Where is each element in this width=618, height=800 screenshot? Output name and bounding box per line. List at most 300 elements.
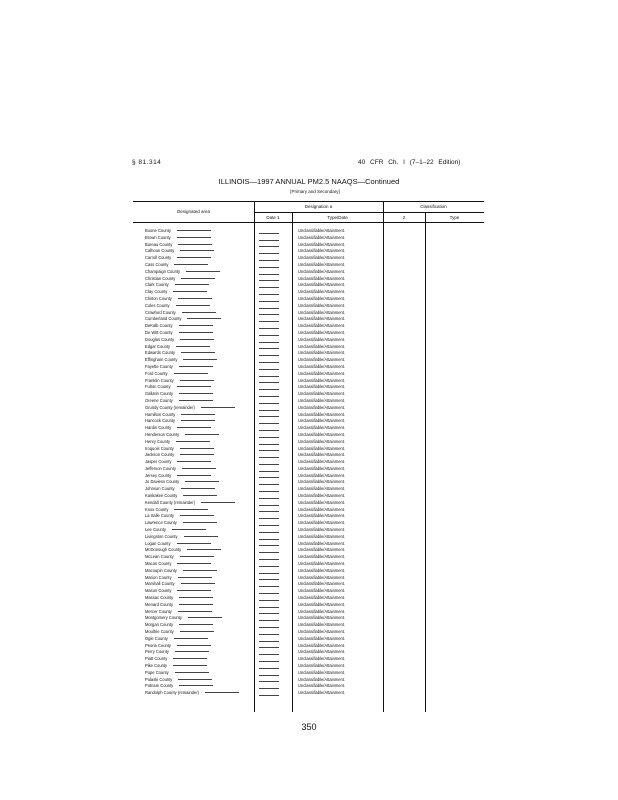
leader-line bbox=[181, 352, 215, 353]
table-row bbox=[133, 391, 484, 398]
area-name: Franklin County bbox=[145, 377, 174, 383]
leader-line bbox=[179, 393, 213, 394]
area-name: Effingham County bbox=[145, 357, 178, 363]
area-name: Jackson County bbox=[145, 452, 175, 458]
designation-type-cell: Unclassifiable/Attainment. bbox=[298, 302, 346, 308]
designation-type-cell: Unclassifiable/Attainment. bbox=[298, 513, 346, 519]
designated-area-cell bbox=[145, 507, 208, 514]
designated-area-cell bbox=[145, 316, 221, 323]
date-blank bbox=[259, 573, 279, 574]
date-blank bbox=[259, 695, 279, 696]
leader-line bbox=[205, 692, 239, 693]
table-row bbox=[133, 248, 484, 255]
leader-line bbox=[172, 529, 206, 530]
leader-line bbox=[183, 495, 217, 496]
table-row bbox=[133, 255, 484, 262]
table-row bbox=[133, 541, 484, 548]
area-name: Hamilton County bbox=[145, 411, 176, 417]
designated-area-cell bbox=[145, 615, 222, 622]
designation-type-cell: Unclassifiable/Attainment. bbox=[298, 608, 346, 614]
designation-type-cell: Unclassifiable/Attainment. bbox=[298, 384, 346, 390]
table-row bbox=[133, 276, 484, 283]
table-row bbox=[133, 493, 484, 500]
leader-line bbox=[180, 380, 214, 381]
table-row bbox=[133, 371, 484, 378]
area-name: Gallatin County bbox=[145, 391, 173, 397]
leader-line bbox=[173, 291, 207, 292]
designation-type-cell: Unclassifiable/Attainment. bbox=[298, 241, 346, 247]
area-name: DeKalb County bbox=[145, 323, 173, 329]
table-row bbox=[133, 439, 484, 446]
designation-type-cell: Unclassifiable/Attainment. bbox=[298, 289, 346, 295]
table-row bbox=[133, 262, 484, 269]
date-blank bbox=[259, 430, 279, 431]
leader-line bbox=[177, 237, 211, 238]
designated-area-cell bbox=[145, 405, 235, 412]
leader-line bbox=[176, 441, 210, 442]
leader-line bbox=[178, 298, 212, 299]
date-blank bbox=[259, 382, 279, 383]
table-row bbox=[133, 534, 484, 541]
designation-type-cell: Unclassifiable/Attainment. bbox=[298, 533, 346, 539]
table-row bbox=[133, 500, 484, 507]
table-row bbox=[133, 473, 484, 480]
designated-area-cell bbox=[145, 473, 211, 480]
table-row bbox=[133, 446, 484, 453]
area-name: Hardin County bbox=[145, 425, 172, 431]
table-row bbox=[133, 425, 484, 432]
designation-type-cell: Unclassifiable/Attainment. bbox=[298, 567, 346, 573]
leader-line bbox=[185, 434, 219, 435]
leader-line bbox=[185, 481, 219, 482]
designation-type-cell: Unclassifiable/Attainment. bbox=[298, 438, 346, 444]
table-row bbox=[133, 581, 484, 588]
header-type: Type bbox=[449, 215, 460, 220]
designated-area-cell bbox=[145, 296, 212, 303]
designated-area-cell bbox=[145, 439, 210, 446]
leader-line bbox=[201, 407, 235, 408]
header-bottom-rule bbox=[133, 222, 484, 223]
designated-area-cell bbox=[145, 384, 211, 391]
date-blank bbox=[259, 376, 279, 377]
designated-area-cell bbox=[145, 412, 215, 419]
designated-area-cell bbox=[145, 276, 215, 283]
designated-area-cell bbox=[145, 398, 213, 405]
designation-type-cell: Unclassifiable/Attainment. bbox=[298, 309, 346, 315]
designation-type-cell: Unclassifiable/Attainment. bbox=[298, 629, 346, 635]
leader-line bbox=[183, 570, 217, 571]
area-name: Randolph County (remainder) bbox=[145, 690, 199, 696]
area-name: Putnam County bbox=[145, 683, 174, 689]
date-blank bbox=[259, 647, 279, 648]
designated-area-cell bbox=[145, 452, 214, 459]
leader-line bbox=[181, 583, 215, 584]
designation-type-cell: Unclassifiable/Attainment. bbox=[298, 323, 346, 329]
table-row bbox=[133, 398, 484, 405]
leader-line bbox=[175, 284, 209, 285]
date-blank bbox=[259, 274, 279, 275]
leader-line bbox=[177, 461, 211, 462]
area-name: Logan County bbox=[145, 540, 171, 546]
table-row bbox=[133, 615, 484, 622]
designated-area-cell bbox=[145, 547, 221, 554]
leader-line bbox=[179, 325, 213, 326]
date-blank bbox=[259, 369, 279, 370]
leader-line bbox=[174, 264, 208, 265]
table-row bbox=[133, 235, 484, 242]
designation-type-cell: Unclassifiable/Attainment. bbox=[298, 547, 346, 553]
date-blank bbox=[259, 416, 279, 417]
designated-area-cell bbox=[145, 425, 211, 432]
designation-type-cell: Unclassifiable/Attainment. bbox=[298, 683, 346, 689]
leader-line bbox=[176, 305, 210, 306]
designated-area-cell bbox=[145, 649, 209, 656]
leader-line bbox=[181, 414, 215, 415]
area-name: Jefferson County bbox=[145, 465, 176, 471]
table-row bbox=[133, 575, 484, 582]
table-row bbox=[133, 479, 484, 486]
leader-line bbox=[179, 400, 213, 401]
area-name: Marion County bbox=[145, 574, 172, 580]
area-name: Macon County bbox=[145, 561, 172, 567]
table-row bbox=[133, 296, 484, 303]
table-row bbox=[133, 629, 484, 636]
designated-area-cell bbox=[145, 513, 214, 520]
table-row bbox=[133, 269, 484, 276]
date-blank bbox=[259, 477, 279, 478]
date-blank bbox=[259, 240, 279, 241]
designated-area-cell bbox=[145, 303, 210, 310]
table-row bbox=[133, 507, 484, 514]
area-name: Crawford County bbox=[145, 309, 176, 315]
designated-area-cell bbox=[145, 595, 213, 602]
designation-type-cell: Unclassifiable/Attainment. bbox=[298, 690, 346, 696]
table-top-rule bbox=[133, 201, 484, 202]
area-name: Mason County bbox=[145, 588, 172, 594]
area-name: Douglas County bbox=[145, 336, 175, 342]
leader-line bbox=[179, 624, 213, 625]
area-name: Henry County bbox=[145, 438, 171, 444]
date-blank bbox=[259, 505, 279, 506]
date-blank bbox=[259, 545, 279, 546]
table-row bbox=[133, 561, 484, 568]
designation-type-cell: Unclassifiable/Attainment. bbox=[298, 295, 346, 301]
area-name: Henderson County bbox=[145, 431, 180, 437]
date-blank bbox=[259, 620, 279, 621]
date-blank bbox=[259, 396, 279, 397]
leader-line bbox=[184, 536, 218, 537]
area-name: La Salle County bbox=[145, 513, 174, 519]
designation-type-cell: Unclassifiable/Attainment. bbox=[298, 431, 346, 437]
leader-line bbox=[176, 346, 210, 347]
designation-type-cell: Unclassifiable/Attainment. bbox=[298, 459, 346, 465]
area-name: Fulton County bbox=[145, 384, 171, 390]
table-row bbox=[133, 242, 484, 249]
designated-area-cell bbox=[145, 391, 213, 398]
date-blank bbox=[259, 668, 279, 669]
leader-line bbox=[179, 366, 213, 367]
leader-line bbox=[187, 549, 221, 550]
date-blank bbox=[259, 471, 279, 472]
table-row bbox=[133, 595, 484, 602]
table-row bbox=[133, 636, 484, 643]
designation-type-cell: Unclassifiable/Attainment. bbox=[298, 418, 346, 424]
table-row bbox=[133, 547, 484, 554]
designation-type-cell: Unclassifiable/Attainment. bbox=[298, 601, 346, 607]
designated-area-cell bbox=[145, 357, 217, 364]
running-head: 40 CFR Ch. I (7–1–22 Edition) bbox=[358, 159, 461, 166]
area-name: De Witt County bbox=[145, 329, 173, 335]
designated-area-cell bbox=[145, 677, 212, 684]
leader-line bbox=[177, 543, 211, 544]
leader-line bbox=[180, 250, 214, 251]
designation-type-cell: Unclassifiable/Attainment. bbox=[298, 268, 346, 274]
designation-type-cell: Unclassifiable/Attainment. bbox=[298, 561, 346, 567]
date-blank bbox=[259, 233, 279, 234]
date-blank bbox=[259, 287, 279, 288]
table-row bbox=[133, 350, 484, 357]
designation-type-cell: Unclassifiable/Attainment. bbox=[298, 649, 346, 655]
designated-area-cell bbox=[145, 581, 215, 588]
leader-line bbox=[187, 318, 221, 319]
leader-line bbox=[181, 278, 215, 279]
designated-area-cell bbox=[145, 337, 214, 344]
designated-area-cell bbox=[145, 527, 206, 534]
designated-area-cell bbox=[145, 364, 213, 371]
designated-area-cell bbox=[145, 242, 212, 249]
leader-line bbox=[177, 257, 211, 258]
leader-line bbox=[180, 448, 214, 449]
designation-type-cell: Unclassifiable/Attainment. bbox=[298, 425, 346, 431]
area-name: Moultrie County bbox=[145, 629, 174, 635]
table-row bbox=[133, 344, 484, 351]
area-name: Clark County bbox=[145, 282, 169, 288]
designation-type-cell: Unclassifiable/Attainment. bbox=[298, 499, 346, 505]
area-name: Brown County bbox=[145, 234, 171, 240]
table-title: ILLINOIS—1997 ANNUAL PM2.5 NAAQS—Continued bbox=[218, 177, 400, 186]
designation-type-cell: Unclassifiable/Attainment. bbox=[298, 357, 346, 363]
date-blank bbox=[259, 532, 279, 533]
header-divider bbox=[254, 212, 484, 213]
area-name: Jo Daviess County bbox=[145, 479, 180, 485]
designation-type-cell: Unclassifiable/Attainment. bbox=[298, 228, 346, 233]
area-name: Marshall County bbox=[145, 581, 175, 587]
date-blank bbox=[259, 457, 279, 458]
header-class-date: 2 bbox=[402, 215, 406, 220]
designation-type-cell: Unclassifiable/Attainment. bbox=[298, 261, 346, 267]
table-row bbox=[133, 466, 484, 473]
designation-type-cell: Unclassifiable/Attainment. bbox=[298, 370, 346, 376]
designated-area-cell bbox=[145, 248, 214, 255]
table-row bbox=[133, 337, 484, 344]
leader-line bbox=[177, 230, 211, 231]
designated-area-cell bbox=[145, 255, 211, 262]
leader-line bbox=[173, 658, 207, 659]
leader-line bbox=[177, 645, 211, 646]
table-row bbox=[133, 452, 484, 459]
designated-area-cell bbox=[145, 235, 211, 242]
table-row bbox=[133, 486, 484, 493]
designation-type-cell: Unclassifiable/Attainment. bbox=[298, 255, 346, 261]
area-name: Mercer County bbox=[145, 608, 172, 614]
area-name: Fayette County bbox=[145, 363, 173, 369]
area-name: Clay County bbox=[145, 289, 168, 295]
date-blank bbox=[259, 586, 279, 587]
table-row bbox=[133, 513, 484, 520]
designation-type-cell: Unclassifiable/Attainment. bbox=[298, 574, 346, 580]
designation-type-cell: Unclassifiable/Attainment. bbox=[298, 343, 346, 349]
page-number: 350 bbox=[301, 722, 317, 732]
date-blank bbox=[259, 342, 279, 343]
area-name: Kankakee County bbox=[145, 493, 178, 499]
designated-area-cell bbox=[145, 609, 212, 616]
designation-type-cell: Unclassifiable/Attainment. bbox=[298, 411, 346, 417]
designated-area-cell bbox=[145, 568, 217, 575]
designated-area-cell bbox=[145, 534, 218, 541]
table-body bbox=[133, 228, 484, 697]
header-designated-area: Designated area bbox=[176, 209, 211, 214]
date-blank bbox=[259, 579, 279, 580]
date-blank bbox=[259, 437, 279, 438]
date-blank bbox=[259, 675, 279, 676]
designated-area-cell bbox=[145, 418, 215, 425]
area-name: Livingston County bbox=[145, 533, 178, 539]
designated-area-cell bbox=[145, 378, 214, 385]
designated-area-cell bbox=[145, 636, 208, 643]
table-row bbox=[133, 412, 484, 419]
date-blank bbox=[259, 525, 279, 526]
table-row bbox=[133, 663, 484, 670]
designation-type-cell: Unclassifiable/Attainment. bbox=[298, 622, 346, 628]
date-blank bbox=[259, 308, 279, 309]
date-blank bbox=[259, 641, 279, 642]
area-name: Grundy County (remainder) bbox=[145, 404, 195, 410]
leader-line bbox=[179, 597, 213, 598]
designated-area-cell bbox=[145, 289, 207, 296]
table-row bbox=[133, 364, 484, 371]
leader-line bbox=[179, 604, 213, 605]
leader-line bbox=[179, 685, 213, 686]
area-name: Peoria County bbox=[145, 642, 171, 648]
designated-area-cell bbox=[145, 269, 220, 276]
date-blank bbox=[259, 246, 279, 247]
designation-type-cell: Unclassifiable/Attainment. bbox=[298, 615, 346, 621]
area-name: Morgan County bbox=[145, 622, 173, 628]
designation-type-cell: Unclassifiable/Attainment. bbox=[298, 479, 346, 485]
designation-type-cell: Unclassifiable/Attainment. bbox=[298, 275, 346, 281]
leader-line bbox=[180, 631, 214, 632]
designation-type-cell: Unclassifiable/Attainment. bbox=[298, 472, 346, 478]
table-row bbox=[133, 282, 484, 289]
area-name: Ford County bbox=[145, 370, 168, 376]
date-blank bbox=[259, 539, 279, 540]
area-name: Carroll County bbox=[145, 255, 172, 261]
designated-area-cell bbox=[145, 670, 209, 677]
date-blank bbox=[259, 688, 279, 689]
designation-type-cell: Unclassifiable/Attainment. bbox=[298, 493, 346, 499]
area-name: Clinton County bbox=[145, 295, 172, 301]
area-name: Lawrence County bbox=[145, 520, 177, 526]
designated-area-cell bbox=[145, 459, 211, 466]
date-blank bbox=[259, 511, 279, 512]
area-name: Ogle County bbox=[145, 635, 168, 641]
date-blank bbox=[259, 301, 279, 302]
area-name: McDonough County bbox=[145, 547, 182, 553]
date-blank bbox=[259, 464, 279, 465]
designated-area-cell bbox=[145, 310, 216, 317]
area-name: Christian County bbox=[145, 275, 176, 281]
date-blank bbox=[259, 518, 279, 519]
date-blank bbox=[259, 389, 279, 390]
leader-line bbox=[180, 515, 214, 516]
designation-type-cell: Unclassifiable/Attainment. bbox=[298, 663, 346, 668]
table-row bbox=[133, 289, 484, 296]
table-row bbox=[133, 683, 484, 690]
leader-line bbox=[182, 468, 216, 469]
table-row bbox=[133, 609, 484, 616]
area-name: Hancock County bbox=[145, 418, 176, 424]
area-name: Montgomery County bbox=[145, 615, 182, 621]
designation-type-cell: Unclassifiable/Attainment. bbox=[298, 486, 346, 492]
table-row bbox=[133, 330, 484, 337]
date-blank bbox=[259, 613, 279, 614]
designation-type-cell: Unclassifiable/Attainment. bbox=[298, 465, 346, 471]
date-blank bbox=[259, 566, 279, 567]
designated-area-cell bbox=[145, 575, 212, 582]
date-blank bbox=[259, 348, 279, 349]
date-blank bbox=[259, 294, 279, 295]
area-name: Knox County bbox=[145, 506, 169, 512]
leader-line bbox=[179, 332, 213, 333]
designation-type-cell: Unclassifiable/Attainment. bbox=[298, 540, 346, 546]
leader-line bbox=[183, 522, 217, 523]
area-name: Pulaski County bbox=[145, 676, 173, 682]
date-blank bbox=[259, 552, 279, 553]
leader-line bbox=[177, 563, 211, 564]
table-row bbox=[133, 418, 484, 425]
leader-line bbox=[178, 244, 212, 245]
section-number: § 81.314 bbox=[132, 159, 162, 166]
leader-line bbox=[180, 454, 214, 455]
date-blank bbox=[259, 484, 279, 485]
area-name: Champaign County bbox=[145, 268, 181, 274]
designated-area-cell bbox=[145, 479, 219, 486]
date-blank bbox=[259, 423, 279, 424]
designation-type-cell: Unclassifiable/Attainment. bbox=[298, 554, 346, 560]
designated-area-cell bbox=[145, 466, 216, 473]
designated-area-cell bbox=[145, 520, 217, 527]
table-row bbox=[133, 527, 484, 534]
area-name: Johnson County bbox=[145, 486, 175, 492]
date-blank bbox=[259, 450, 279, 451]
designated-area-cell bbox=[145, 683, 213, 690]
date-blank bbox=[259, 335, 279, 336]
designation-type-cell: Unclassifiable/Attainment. bbox=[298, 336, 346, 342]
area-name: Kendall County (remainder) bbox=[145, 499, 196, 505]
designation-type-cell: Unclassifiable/Attainment. bbox=[298, 669, 346, 675]
header-type-date: Type/Date bbox=[327, 215, 348, 220]
table-row bbox=[133, 357, 484, 364]
designation-type-cell: Unclassifiable/Attainment. bbox=[298, 676, 346, 682]
date-blank bbox=[259, 410, 279, 411]
area-name: Lee County bbox=[145, 527, 166, 533]
leader-line bbox=[182, 312, 216, 313]
leader-line bbox=[186, 271, 220, 272]
leader-line bbox=[181, 420, 215, 421]
table-row bbox=[133, 602, 484, 609]
designated-area-cell bbox=[145, 344, 210, 351]
designation-type-cell: Unclassifiable/Attainment. bbox=[298, 391, 346, 397]
